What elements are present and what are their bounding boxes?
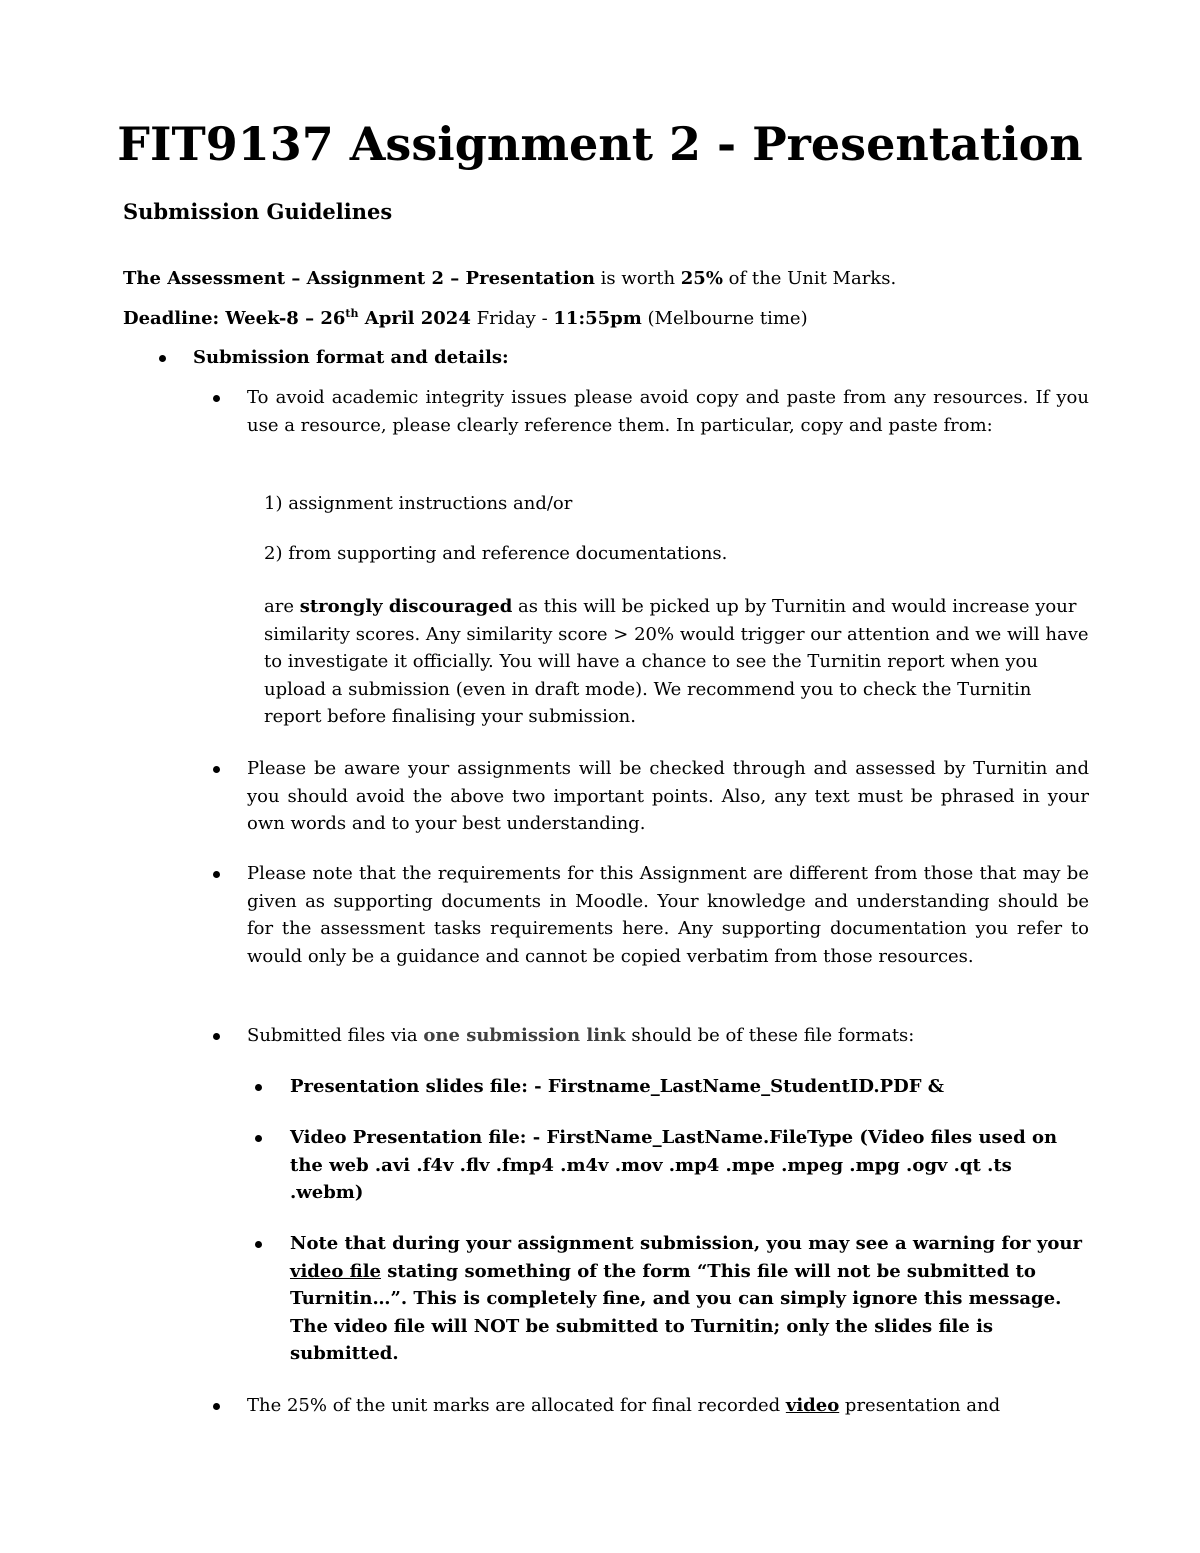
section-label: Submission format and details:: [193, 347, 509, 368]
files-line: [247, 1022, 914, 1050]
bullet-icon: [255, 1135, 262, 1142]
turnitin-warning: [290, 1230, 1090, 1368]
marks-line: [247, 1392, 1000, 1420]
document-title: FIT9137 Assignment 2 - Presentation: [117, 117, 1083, 171]
files-pre: Submitted files via: [247, 1025, 424, 1046]
aware-paragraph: Please be aware your assignments will be checked through and assessed by Turnitin and you should avoid the above two important points. Also, any text must be phrased in your own words and to your best understanding.: [247, 758, 1089, 834]
integrity-paragraph: To avoid academic integrity issues please avoid copy and paste from any resources. If you use a resource, please clearly reference them. In particular, copy and paste from:: [247, 387, 1089, 436]
bullet-icon: [213, 1033, 220, 1040]
warning-pre: Note that during your assignment submission, you may see a warning for your: [290, 1233, 1082, 1254]
list-item-2: 2) from supporting and reference documentations.: [264, 543, 728, 564]
discouraged-post: as this will be picked up by Turnitin and would increase your similarity scores. Any similarity score > 20% would trigger our attention and we will have to investigate it officially. You will have a chance to see the Turnitin report when you upload a submission (even in draft mode). We recommend you to check the Turnitin report before finalising your submission.: [264, 596, 1089, 727]
bullet-icon: [213, 871, 220, 878]
slides-file-format: Presentation slides file: - Firstname_LastName_StudentID.PDF &: [290, 1076, 945, 1097]
bullet-icon: [159, 355, 166, 362]
deadline-zone: (Melbourne time): [641, 308, 808, 329]
worth-percent: 25%: [680, 268, 723, 289]
list-item-1: 1) assignment instructions and/or: [264, 493, 573, 514]
deadline-label: Deadline: Week-8 – 26: [123, 308, 346, 329]
worth-line: [123, 265, 896, 293]
bullet-icon: [213, 395, 220, 402]
marks-post: presentation and: [839, 1395, 1001, 1416]
submission-link[interactable]: one submission link: [423, 1025, 626, 1046]
marks-underlined: video: [785, 1395, 840, 1416]
bullet-icon: [213, 766, 220, 773]
worth-text: is worth: [594, 268, 681, 289]
video-file-format: Video Presentation file: - FirstName_LastName.FileType (Video files used on the web .avi .f4v .flv .fmp4 .m4v .mov .mp4 .mpe .mpeg .mpg .ogv .qt .ts .webm): [290, 1127, 1058, 1203]
bullet-icon: [255, 1084, 262, 1091]
bullet-icon: [213, 1403, 220, 1410]
discouraged-pre: are: [264, 596, 300, 617]
deadline-line: [123, 305, 808, 333]
warning-underlined: video file: [290, 1260, 381, 1282]
marks-pre: The 25% of the unit marks are allocated for final recorded: [247, 1395, 786, 1416]
note-paragraph: Please note that the requirements for this Assignment are different from those that may be given as supporting documents in Moodle. Your knowledge and understanding should be for the assessment tasks requirements here. Any supporting documentation you refer to would only be a guidance and cannot be copied verbatim from those resources.: [247, 863, 1089, 967]
warning-post: stating something of the form “This file will not be submitted to Turnitin…”. This is completely fine, and you can simply ignore this message. The video file will NOT be submitted to Turnitin; only the slides file is submitted.: [290, 1260, 1062, 1364]
assessment-name: The Assessment – Assignment 2 – Presentation: [123, 268, 595, 289]
worth-rest: of the Unit Marks.: [722, 268, 897, 289]
deadline-month: April 2024: [358, 308, 471, 329]
bullet-icon: [255, 1241, 262, 1248]
section-heading: Submission Guidelines: [123, 199, 393, 224]
deadline-time: 11:55pm: [553, 308, 642, 329]
deadline-day: Friday -: [470, 308, 554, 329]
discouraged-emphasis: strongly discouraged: [299, 596, 513, 617]
discouraged-paragraph: [264, 593, 1090, 731]
deadline-sup: th: [345, 307, 359, 320]
files-post: should be of these file formats:: [625, 1025, 915, 1046]
